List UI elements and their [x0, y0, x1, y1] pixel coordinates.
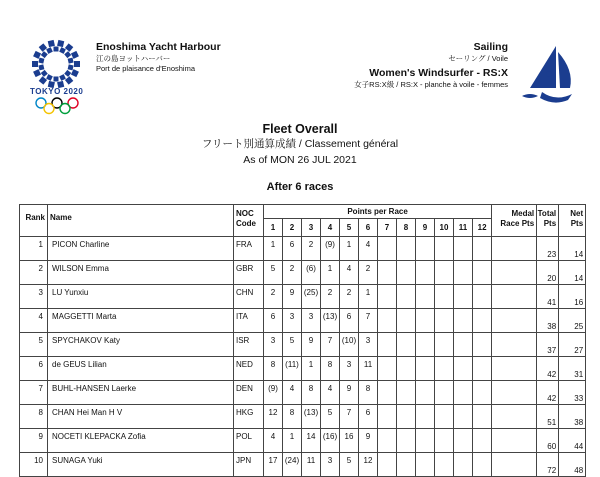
race-points-cell: (11)	[283, 357, 302, 381]
net-points-cell: 16	[559, 285, 586, 309]
race-points-cell	[435, 261, 454, 285]
race-points-cell: 5	[340, 453, 359, 477]
event-name: Women's Windsurfer - RS:X	[369, 67, 508, 79]
race-points-cell: (9)	[264, 381, 283, 405]
race-number-header: 3	[302, 219, 321, 237]
race-points-cell: 2	[264, 285, 283, 309]
race-points-cell: (13)	[321, 309, 340, 333]
medal-race-points-cell	[492, 357, 537, 381]
sailor-name-cell: NOCETI KLEPACKA Zofia	[48, 429, 234, 453]
race-points-cell	[435, 309, 454, 333]
race-points-cell	[378, 309, 397, 333]
net-points-cell: 25	[559, 309, 586, 333]
race-points-cell	[416, 453, 435, 477]
race-points-cell: 3	[340, 357, 359, 381]
col-medal-header: Medal Race Pts	[492, 205, 537, 237]
col-name-header: Name	[48, 205, 234, 237]
race-points-cell	[454, 309, 473, 333]
medal-race-points-cell	[492, 309, 537, 333]
race-number-header: 12	[473, 219, 492, 237]
race-points-cell	[397, 381, 416, 405]
race-points-cell	[435, 381, 454, 405]
race-points-cell	[454, 237, 473, 261]
venue-name: Enoshima Yacht Harbour	[96, 41, 221, 53]
net-points-cell: 33	[559, 381, 586, 405]
race-points-cell: 5	[264, 261, 283, 285]
race-points-cell: (24)	[283, 453, 302, 477]
race-points-cell: (6)	[302, 261, 321, 285]
race-points-cell	[416, 381, 435, 405]
race-points-cell	[378, 429, 397, 453]
race-points-cell: 7	[321, 333, 340, 357]
race-number-header: 8	[397, 219, 416, 237]
race-number-header: 9	[416, 219, 435, 237]
race-points-cell: 12	[264, 405, 283, 429]
race-points-cell: 3	[264, 333, 283, 357]
total-points-cell: 72	[537, 453, 559, 477]
col-rank-header: Rank	[20, 205, 48, 237]
table-row	[20, 237, 586, 261]
noc-code-cell: CHN	[234, 285, 264, 309]
race-points-cell: 3	[359, 333, 378, 357]
table-row	[20, 405, 586, 429]
race-points-cell: (16)	[321, 429, 340, 453]
total-points-cell: 42	[537, 381, 559, 405]
total-points-cell: 51	[537, 405, 559, 429]
race-points-cell	[435, 429, 454, 453]
race-points-cell	[454, 405, 473, 429]
race-points-cell: (13)	[302, 405, 321, 429]
race-number-header: 6	[359, 219, 378, 237]
race-points-cell: 14	[302, 429, 321, 453]
race-points-cell	[378, 285, 397, 309]
race-points-cell: 1	[340, 237, 359, 261]
race-points-cell	[473, 357, 492, 381]
olympic-rings-icon	[33, 97, 81, 115]
race-points-cell	[473, 237, 492, 261]
race-points-cell	[473, 429, 492, 453]
race-points-cell: 9	[359, 429, 378, 453]
results-table	[19, 204, 586, 477]
net-points-cell: 48	[559, 453, 586, 477]
race-points-cell	[435, 333, 454, 357]
report-date: As of MON 26 JUL 2021	[243, 154, 357, 166]
table-row	[20, 357, 586, 381]
race-points-cell	[435, 237, 454, 261]
venue-name-ja: 江の島ヨットハーバー	[96, 54, 171, 63]
race-number-header: 7	[378, 219, 397, 237]
race-points-cell	[378, 381, 397, 405]
games-wordmark: TOKYO 2020	[30, 87, 84, 96]
race-points-cell: 9	[340, 381, 359, 405]
race-points-cell: 8	[264, 357, 283, 381]
report-title: Fleet Overall	[262, 122, 338, 136]
total-points-cell: 37	[537, 333, 559, 357]
race-points-cell	[473, 309, 492, 333]
race-points-cell: 4	[283, 381, 302, 405]
race-points-cell	[473, 285, 492, 309]
race-points-cell: 2	[359, 261, 378, 285]
race-points-cell: 17	[264, 453, 283, 477]
table-row	[20, 453, 586, 477]
race-points-cell	[397, 237, 416, 261]
medal-race-points-cell	[492, 381, 537, 405]
race-points-cell: (9)	[321, 237, 340, 261]
sailor-name-cell: MAGGETTI Marta	[48, 309, 234, 333]
race-points-cell: 4	[340, 261, 359, 285]
sailor-name-cell: BUHL-HANSEN Laerke	[48, 381, 234, 405]
race-points-cell: 1	[264, 237, 283, 261]
race-points-cell: 6	[359, 405, 378, 429]
medal-race-points-cell	[492, 333, 537, 357]
race-points-cell	[473, 261, 492, 285]
race-points-cell	[397, 285, 416, 309]
medal-race-points-cell	[492, 285, 537, 309]
race-points-cell	[473, 453, 492, 477]
race-points-cell	[397, 261, 416, 285]
race-points-cell: 6	[340, 309, 359, 333]
race-number-header: 5	[340, 219, 359, 237]
total-points-cell: 41	[537, 285, 559, 309]
venue-name-fr: Port de plaisance d'Enoshima	[96, 64, 195, 73]
sailing-pictogram-icon	[516, 44, 576, 108]
rank-cell: 2	[20, 261, 48, 285]
race-points-cell: 3	[302, 309, 321, 333]
venue-block	[96, 41, 221, 74]
sailor-name-cell: CHAN Hei Man H V	[48, 405, 234, 429]
tokyo-2020-emblem	[30, 38, 82, 90]
race-points-cell	[473, 405, 492, 429]
race-points-cell	[397, 453, 416, 477]
race-points-cell	[378, 453, 397, 477]
net-points-cell: 14	[559, 261, 586, 285]
medal-race-points-cell	[492, 261, 537, 285]
sailor-name-cell: SUNAGA Yuki	[48, 453, 234, 477]
race-points-cell	[454, 429, 473, 453]
noc-code-cell: ITA	[234, 309, 264, 333]
race-points-cell	[435, 357, 454, 381]
race-points-cell: 11	[359, 357, 378, 381]
race-points-cell: 8	[321, 357, 340, 381]
race-points-cell	[397, 357, 416, 381]
table-row	[20, 285, 586, 309]
sport-block	[354, 41, 508, 90]
race-points-cell	[454, 333, 473, 357]
noc-code-cell: FRA	[234, 237, 264, 261]
noc-code-cell: DEN	[234, 381, 264, 405]
sailor-name-cell: SPYCHAKOV Katy	[48, 333, 234, 357]
table-row	[20, 309, 586, 333]
rank-cell: 10	[20, 453, 48, 477]
table-row	[20, 261, 586, 285]
race-points-cell	[435, 453, 454, 477]
race-number-header: 11	[454, 219, 473, 237]
race-number-header: 1	[264, 219, 283, 237]
noc-code-cell: NED	[234, 357, 264, 381]
net-points-cell: 31	[559, 357, 586, 381]
race-points-cell: 7	[359, 309, 378, 333]
report-title-multilang: フリート別通算成績 / Classement général	[201, 138, 399, 150]
race-points-cell: 2	[340, 285, 359, 309]
race-points-cell: 7	[340, 405, 359, 429]
race-points-cell: (10)	[340, 333, 359, 357]
race-points-cell: 8	[302, 381, 321, 405]
medal-race-points-cell	[492, 237, 537, 261]
race-points-cell	[435, 405, 454, 429]
event-name-ja-fr: 女子RS:X級 / RS:X - planche à voile - femmes	[354, 80, 508, 89]
report-title-block	[0, 121, 600, 168]
race-number-header: 2	[283, 219, 302, 237]
medal-race-points-cell	[492, 405, 537, 429]
sport-name-ja-fr: セーリング / Voile	[448, 54, 508, 63]
table-row	[20, 429, 586, 453]
race-points-cell: 3	[321, 453, 340, 477]
race-points-cell: 11	[302, 453, 321, 477]
rank-cell: 8	[20, 405, 48, 429]
total-points-cell: 20	[537, 261, 559, 285]
sport-name: Sailing	[473, 41, 508, 53]
race-points-cell	[454, 453, 473, 477]
net-points-cell: 14	[559, 237, 586, 261]
race-points-cell	[397, 429, 416, 453]
sailor-name-cell: WILSON Emma	[48, 261, 234, 285]
net-points-cell: 27	[559, 333, 586, 357]
noc-code-cell: ISR	[234, 333, 264, 357]
race-points-cell: 2	[283, 261, 302, 285]
noc-code-cell: HKG	[234, 405, 264, 429]
race-points-cell: 16	[340, 429, 359, 453]
rank-cell: 7	[20, 381, 48, 405]
race-points-cell	[378, 357, 397, 381]
races-completed: After 6 races	[266, 181, 334, 193]
race-points-cell: 5	[321, 405, 340, 429]
total-points-cell: 60	[537, 429, 559, 453]
race-points-cell	[416, 429, 435, 453]
race-points-cell	[416, 333, 435, 357]
race-points-cell	[416, 261, 435, 285]
race-points-cell: (25)	[302, 285, 321, 309]
rank-cell: 9	[20, 429, 48, 453]
rank-cell: 1	[20, 237, 48, 261]
race-points-cell: 3	[283, 309, 302, 333]
net-points-cell: 38	[559, 405, 586, 429]
race-points-cell	[454, 285, 473, 309]
col-net-header: Net Pts	[559, 205, 586, 237]
race-points-cell: 6	[264, 309, 283, 333]
noc-code-cell: GBR	[234, 261, 264, 285]
noc-code-cell: JPN	[234, 453, 264, 477]
race-points-cell	[435, 285, 454, 309]
race-points-cell	[416, 285, 435, 309]
race-points-cell: 1	[302, 357, 321, 381]
race-points-cell	[378, 237, 397, 261]
race-points-cell: 2	[302, 237, 321, 261]
race-number-header: 10	[435, 219, 454, 237]
race-points-cell: 1	[283, 429, 302, 453]
race-points-cell: 4	[264, 429, 283, 453]
race-points-cell	[397, 333, 416, 357]
rank-cell: 4	[20, 309, 48, 333]
race-points-cell	[473, 333, 492, 357]
race-points-cell: 4	[321, 381, 340, 405]
race-points-cell	[397, 309, 416, 333]
race-points-cell: 2	[321, 285, 340, 309]
sailor-name-cell: LU Yunxiu	[48, 285, 234, 309]
race-points-cell	[397, 405, 416, 429]
rank-cell: 6	[20, 357, 48, 381]
race-points-cell: 8	[283, 405, 302, 429]
race-points-cell: 1	[359, 285, 378, 309]
race-points-cell	[416, 237, 435, 261]
race-points-cell	[378, 405, 397, 429]
race-points-cell: 5	[283, 333, 302, 357]
race-points-cell: 9	[302, 333, 321, 357]
race-number-header: 4	[321, 219, 340, 237]
race-points-cell: 12	[359, 453, 378, 477]
col-noc-header: NOC Code	[234, 205, 264, 237]
sailor-name-cell: de GEUS Lilian	[48, 357, 234, 381]
race-points-cell	[378, 261, 397, 285]
race-points-cell: 1	[321, 261, 340, 285]
race-points-cell	[416, 405, 435, 429]
table-row	[20, 381, 586, 405]
points-per-race-header: Points per Race	[264, 205, 492, 219]
race-points-cell	[473, 381, 492, 405]
race-points-cell	[416, 309, 435, 333]
race-points-cell: 4	[359, 237, 378, 261]
noc-code-cell: POL	[234, 429, 264, 453]
rank-cell: 5	[20, 333, 48, 357]
race-points-cell: 8	[359, 381, 378, 405]
total-points-cell: 23	[537, 237, 559, 261]
total-points-cell: 38	[537, 309, 559, 333]
race-points-cell: 6	[283, 237, 302, 261]
medal-race-points-cell	[492, 429, 537, 453]
race-points-cell	[454, 261, 473, 285]
medal-race-points-cell	[492, 453, 537, 477]
sailor-name-cell: PICON Charline	[48, 237, 234, 261]
total-points-cell: 42	[537, 357, 559, 381]
race-points-cell	[416, 357, 435, 381]
race-points-cell	[454, 381, 473, 405]
race-points-cell: 9	[283, 285, 302, 309]
net-points-cell: 44	[559, 429, 586, 453]
race-points-cell	[378, 333, 397, 357]
table-row	[20, 333, 586, 357]
col-total-header: Total Pts	[537, 205, 559, 237]
race-points-cell	[454, 357, 473, 381]
rank-cell: 3	[20, 285, 48, 309]
